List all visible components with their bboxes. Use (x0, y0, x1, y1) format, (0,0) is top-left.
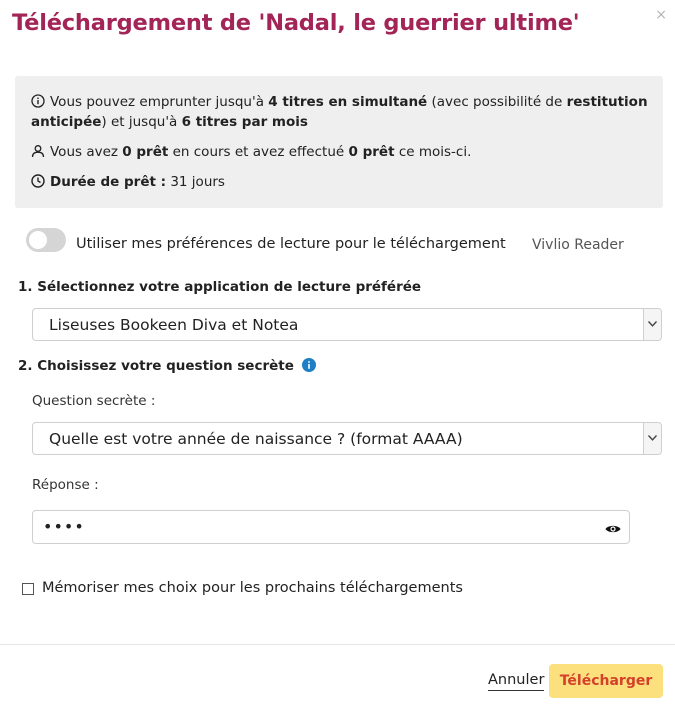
info-filled-icon[interactable] (302, 358, 316, 372)
eye-icon[interactable] (605, 524, 621, 534)
info-circle-icon (31, 94, 45, 108)
footer-divider (0, 644, 675, 645)
answer-input[interactable] (32, 510, 630, 544)
chevron-down-icon (643, 423, 661, 454)
info-text: 31 jours (166, 174, 225, 190)
secret-question-selected: Quelle est votre année de naissance ? (format AAAA) (49, 430, 463, 448)
toggle-knob (29, 231, 47, 249)
info-text: (avec possibilité de (427, 94, 567, 110)
loan-duration-line (31, 172, 649, 192)
current-loans-line (31, 142, 649, 162)
secret-question-label: Question secrète : (32, 393, 156, 409)
preferred-reader-name: Vivlio Reader (532, 237, 624, 253)
loan-limits-line (31, 92, 649, 132)
reading-app-selected: Liseuses Bookeen Diva et Notea (49, 316, 299, 334)
info-text: Vous avez (50, 144, 123, 160)
reading-app-select[interactable] (32, 308, 662, 341)
loan-info-box (15, 76, 663, 208)
reading-preferences-toggle[interactable] (26, 228, 66, 252)
close-icon[interactable]: × (655, 7, 667, 23)
remember-choices-checkbox[interactable] (22, 583, 34, 595)
answer-label: Réponse : (32, 477, 99, 493)
dialog-title: Téléchargement de 'Nadal, le guerrier ultime' (12, 10, 580, 36)
info-text: ce mois-ci. (394, 144, 472, 160)
step-2-label: 2. Choisissez votre question secrète (18, 358, 294, 374)
cancel-button[interactable]: Annuler (488, 672, 544, 691)
step-2-heading (18, 358, 316, 374)
info-strong: 0 prêt (122, 144, 169, 160)
remember-choices-label: Mémoriser mes choix pour les prochains téléchargements (42, 580, 463, 596)
info-text: en cours et avez effectué (168, 144, 349, 160)
answer-value: •••• (43, 517, 85, 536)
info-strong: 4 titres en simultané (268, 94, 428, 110)
info-text: ) et jusqu'à (101, 114, 182, 130)
secret-question-select[interactable] (32, 422, 662, 455)
reading-preferences-label: Utiliser mes préférences de lecture pour le téléchargement (76, 236, 506, 252)
download-button[interactable]: Télécharger (549, 664, 663, 698)
info-strong: restitution (566, 94, 648, 110)
info-strong: 6 titres par mois (181, 114, 308, 130)
info-text: Vous pouvez emprunter jusqu'à (50, 94, 269, 110)
step-1-label: 1. Sélectionnez votre application de lecture préférée (18, 279, 422, 295)
info-strong: Durée de prêt : (50, 174, 167, 190)
clock-icon (31, 174, 45, 188)
info-strong: 0 prêt (348, 144, 395, 160)
chevron-down-icon (643, 309, 661, 340)
user-icon (31, 144, 45, 158)
info-strong: anticipée (31, 114, 102, 130)
